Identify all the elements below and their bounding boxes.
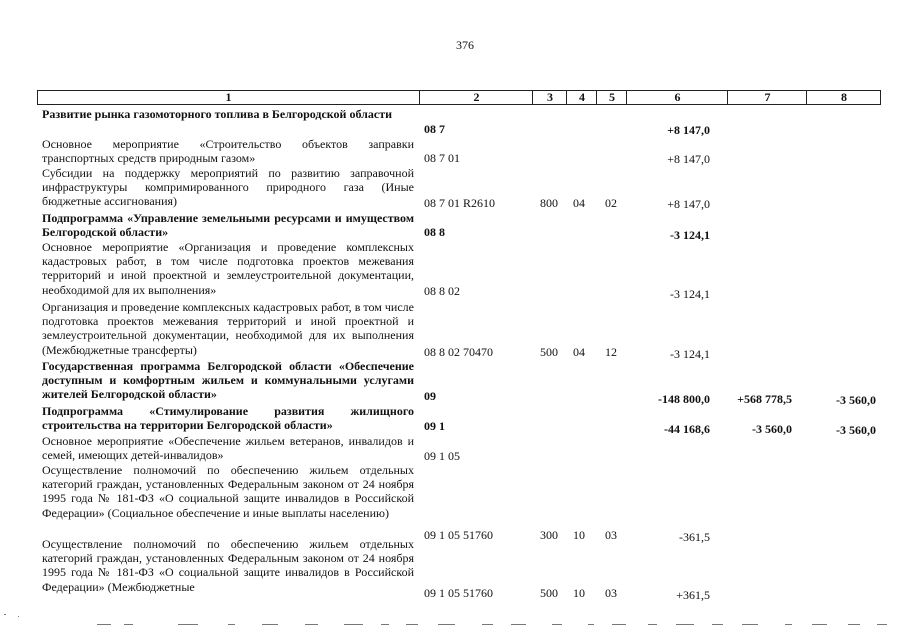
row-description: Государственная программа Белгородской области «Обеспечение доступным и комфортным жильем и коммунальными услугами жителей Белгородской области» [42,359,414,402]
row-value-col6: -3 124,1 [670,287,710,301]
row-value-col8: -3 560,0 [836,393,876,407]
header-col-1: 1 [225,90,232,104]
header-col-8: 8 [806,91,881,104]
row-pr: 12 [605,345,617,359]
row-rz: 10 [573,528,585,542]
header-col-7: 7 [727,91,807,104]
table-header [37,90,881,105]
row-value-col6: -148 800,0 [658,392,710,406]
page-number: 376 [456,38,474,52]
row-description: Развитие рынка газомоторного топлива в Белгородской области [42,107,393,121]
row-value-col8: -3 560,0 [836,423,876,437]
row-description: Осуществление полномочий по обеспечению жильем отдельных категорий граждан, установленных Федеральным законом от 24 ноября 1995 года № 181-ФЗ «О социальной защите инвалидов в Российской Федерации» (Социальное обеспечение и иные выплаты населению) [42,463,414,520]
row-value-col6: -44 168,6 [664,422,710,436]
scan-noise [0,612,905,640]
row-value-col6: -361,5 [679,530,710,544]
row-description: Подпрограмма «Управление земельными ресурсами и имуществом Белгородской области» [42,211,414,240]
header-col-2: 2 [419,91,533,104]
header-col-6: 6 [626,91,728,104]
row-pr: 03 [605,586,617,600]
row-description: Подпрограмма «Стимулирование развития жилищного строительства на территории Белгородской области» [42,404,414,433]
row-rz: 10 [573,586,585,600]
row-rz: 04 [573,196,585,210]
row-value-col6: +8 147,0 [667,123,710,137]
row-code: 09 1 05 51760 [424,586,493,600]
row-code: 09 [424,389,436,403]
row-code: 09 1 [424,419,445,433]
row-code: 08 8 [424,225,445,239]
row-code: 08 8 02 [424,284,460,298]
row-code: 08 7 01 [424,151,460,165]
row-description: Осуществление полномочий по обеспечению жильем отдельных категорий граждан, установленных Федеральным законом от 24 ноября 1995 года № 181-ФЗ «О социальной защите инвалидов в Российской Федерации» (Межбюджетные [42,537,414,594]
row-vr: 300 [540,528,558,542]
row-vr: 500 [540,345,558,359]
row-value-col7: +568 778,5 [737,392,792,406]
row-value-col6: +361,5 [676,588,710,602]
header-col-3: 3 [532,91,567,104]
row-code: 08 8 02 70470 [424,345,493,359]
row-value-col7: -3 560,0 [752,422,792,436]
row-value-col6: +8 147,0 [667,197,710,211]
row-rz: 04 [573,345,585,359]
row-value-col6: -3 124,1 [670,347,710,361]
row-vr: 800 [540,196,558,210]
row-value-col6: -3 124,1 [670,228,710,242]
row-description: Основное мероприятие «Обеспечение жильем ветеранов, инвалидов и семей, имеющих детей-инвалидов» [42,434,414,463]
row-pr: 02 [605,196,617,210]
row-pr: 03 [605,528,617,542]
row-description: Основное мероприятие «Строительство объектов заправки транспортных средств природным газом» [42,137,414,166]
row-description: Основное мероприятие «Организация и проведение комплексных кадастровых работ, в том числе подготовка проектов межевания территорий и иной проектной и землеустроительной документации, необходимой для их выполнения» [42,240,414,297]
header-col-4: 4 [566,91,597,104]
row-code: 08 7 [424,122,445,136]
row-description: Субсидии на поддержку мероприятий по развитию заправочной инфраструктуры компримированного природного газа (Иные бюджетные ассигнования) [42,166,414,209]
row-code: 09 1 05 51760 [424,528,493,542]
row-description: Организация и проведение комплексных кадастровых работ, в том числе подготовка проектов межевания территорий и иной проектной и землеустроительной документации, необходимой для их выполнения (Межбюджетные трансферты) [42,300,414,357]
row-vr: 500 [540,586,558,600]
row-value-col6: +8 147,0 [667,152,710,166]
row-code: 08 7 01 R2610 [424,196,496,210]
row-code: 09 1 05 [424,449,460,463]
header-col-5: 5 [596,91,627,104]
